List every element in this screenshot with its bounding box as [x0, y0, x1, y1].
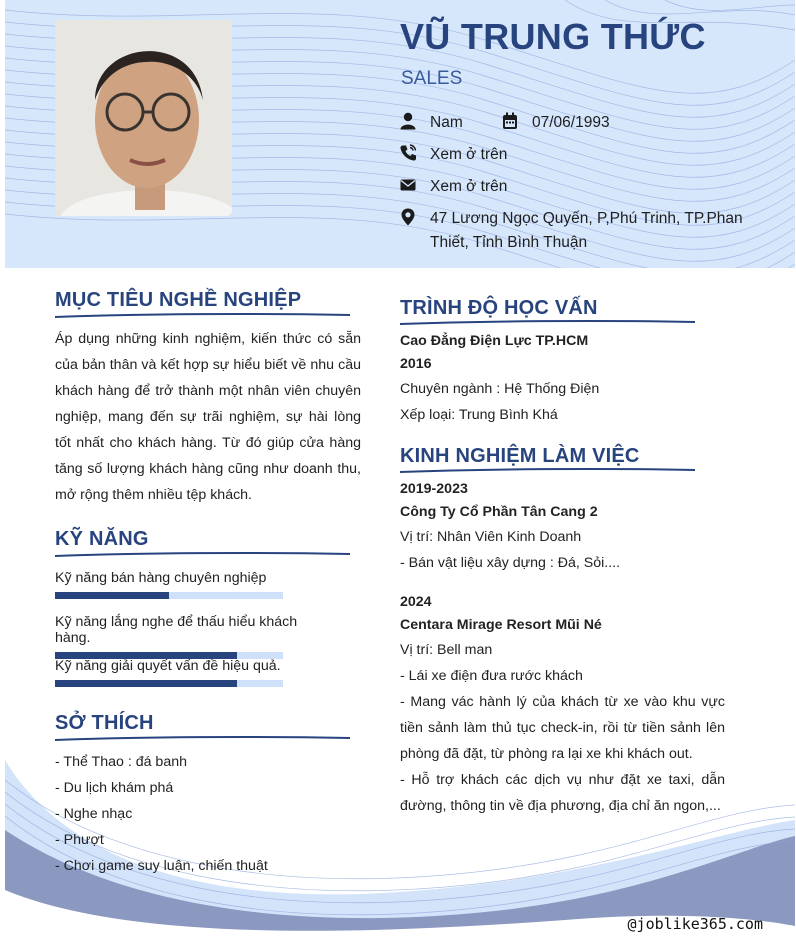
- skills-heading: KỸ NĂNG: [55, 528, 149, 550]
- heading-underline: [55, 551, 350, 559]
- education-heading: TRÌNH ĐỘ HỌC VẤN: [400, 297, 598, 319]
- user-icon: [400, 112, 416, 130]
- job-company: Công Ty Cổ Phần Tân Cang 2: [400, 504, 598, 520]
- graduation-year: 2016: [400, 356, 432, 372]
- job-detail: - Lái xe điện đưa rước khách: [400, 668, 583, 684]
- skill-label: Kỹ năng lắng nghe để thấu hiểu khách hàng.: [55, 614, 298, 646]
- heading-underline: [400, 319, 695, 327]
- job-period: 2019-2023: [400, 481, 468, 497]
- location-pin-icon: [400, 208, 416, 226]
- gender-row: [400, 111, 463, 135]
- education-block: [400, 330, 740, 428]
- job-company: Centara Mirage Resort Mũi Né: [400, 617, 602, 633]
- skill-bar-track: [55, 592, 283, 599]
- phone-value: Xem ở trên: [430, 146, 508, 163]
- school-name: Cao Đẳng Điện Lực TP.HCM: [400, 333, 589, 349]
- job-detail: - Hỗ trợ khách các dịch vụ như đặt xe taxi, dẫn đường, thông tin về địa phương, địa chỉ ăn ngon,...: [400, 772, 725, 814]
- hobby-item: - Phượt: [55, 832, 104, 848]
- objective-text: Áp dụng những kinh nghiệm, kiến thức có sẵn của bản thân và kết hợp sự hiểu biết về nhu cầu khách hàng để trở thành một nhân viên chuyên nghiệp, mang đến sự trãi nghiệm, sự hài lòng tốt nhất cho khách hàng. Từ đó giúp cửa hàng tăng số lượng khách hàng cũng như doanh thu, mở rộng thêm nhiều tệp khách.: [55, 331, 361, 503]
- hobby-item: - Du lịch khám phá: [55, 780, 174, 796]
- heading-underline: [55, 312, 350, 320]
- address-value: 47 Lương Ngọc Quyến, P,Phú Trinh, TP.Phan Thiết, Tỉnh Bình Thuận: [430, 210, 743, 251]
- skill-bar-track: [55, 680, 283, 687]
- hobby-item: - Nghe nhạc: [55, 806, 133, 822]
- job-position: Vị trí: Bell man: [400, 642, 493, 658]
- skill-label: Kỹ năng bán hàng chuyên nghiệp: [55, 570, 267, 586]
- job-entry: [400, 591, 725, 819]
- resume-page: [5, 0, 795, 944]
- hobby-item: - Chơi game suy luận, chiến thuật: [55, 858, 268, 874]
- major-text: Chuyên ngành : Hệ Thống Điện: [400, 381, 600, 397]
- envelope-icon: [400, 176, 416, 194]
- objective-heading: MỤC TIÊU NGHỀ NGHIỆP: [55, 289, 302, 311]
- candidate-title: SALES: [401, 68, 463, 89]
- profile-photo: [55, 20, 232, 216]
- email-row: [400, 175, 507, 199]
- gender-value: Nam: [430, 114, 463, 131]
- birthdate-row: [502, 111, 610, 135]
- skill-bar-fill: [55, 592, 169, 599]
- skill-item: [55, 658, 335, 687]
- address-row: [400, 207, 750, 255]
- email-value: Xem ở trên: [430, 178, 508, 195]
- hobbies-heading: SỞ THÍCH: [55, 712, 154, 734]
- job-detail: - Mang vác hành lý của khách từ xe vào khu vực tiền sảnh làm thủ tục check-in, rồi từ tiền sảnh lên phòng đã đặt, từ phòng ra lại xe khi khách out.: [400, 694, 725, 762]
- job-period: 2024: [400, 594, 432, 610]
- job-position: Vị trí: Nhân Viên Kinh Doanh: [400, 529, 582, 545]
- phone-row: [400, 143, 507, 167]
- hobby-item: - Thể Thao : đá banh: [55, 754, 187, 770]
- skill-item: [55, 570, 335, 599]
- phone-icon: [400, 144, 416, 162]
- candidate-name: VŨ TRUNG THỨC: [400, 16, 706, 57]
- job-detail: - Bán vật liệu xây dựng : Đá, Sỏi....: [400, 555, 621, 571]
- experience-heading: KINH NGHIỆM LÀM VIỆC: [400, 445, 640, 467]
- heading-underline: [400, 467, 695, 475]
- header-banner: [5, 0, 795, 268]
- birthdate-value: 07/06/1993: [532, 114, 610, 131]
- watermark-text: @joblike365.com: [627, 915, 763, 933]
- grade-text: Xếp loại: Trung Bình Khá: [400, 407, 558, 423]
- heading-underline: [55, 735, 350, 743]
- skill-bar-fill: [55, 680, 237, 687]
- skill-item: [55, 614, 335, 659]
- hobbies-list: [55, 749, 268, 879]
- job-entry: [400, 478, 725, 576]
- skill-label: Kỹ năng giải quyết vấn đề hiệu quả.: [55, 658, 281, 674]
- calendar-icon: [502, 112, 518, 130]
